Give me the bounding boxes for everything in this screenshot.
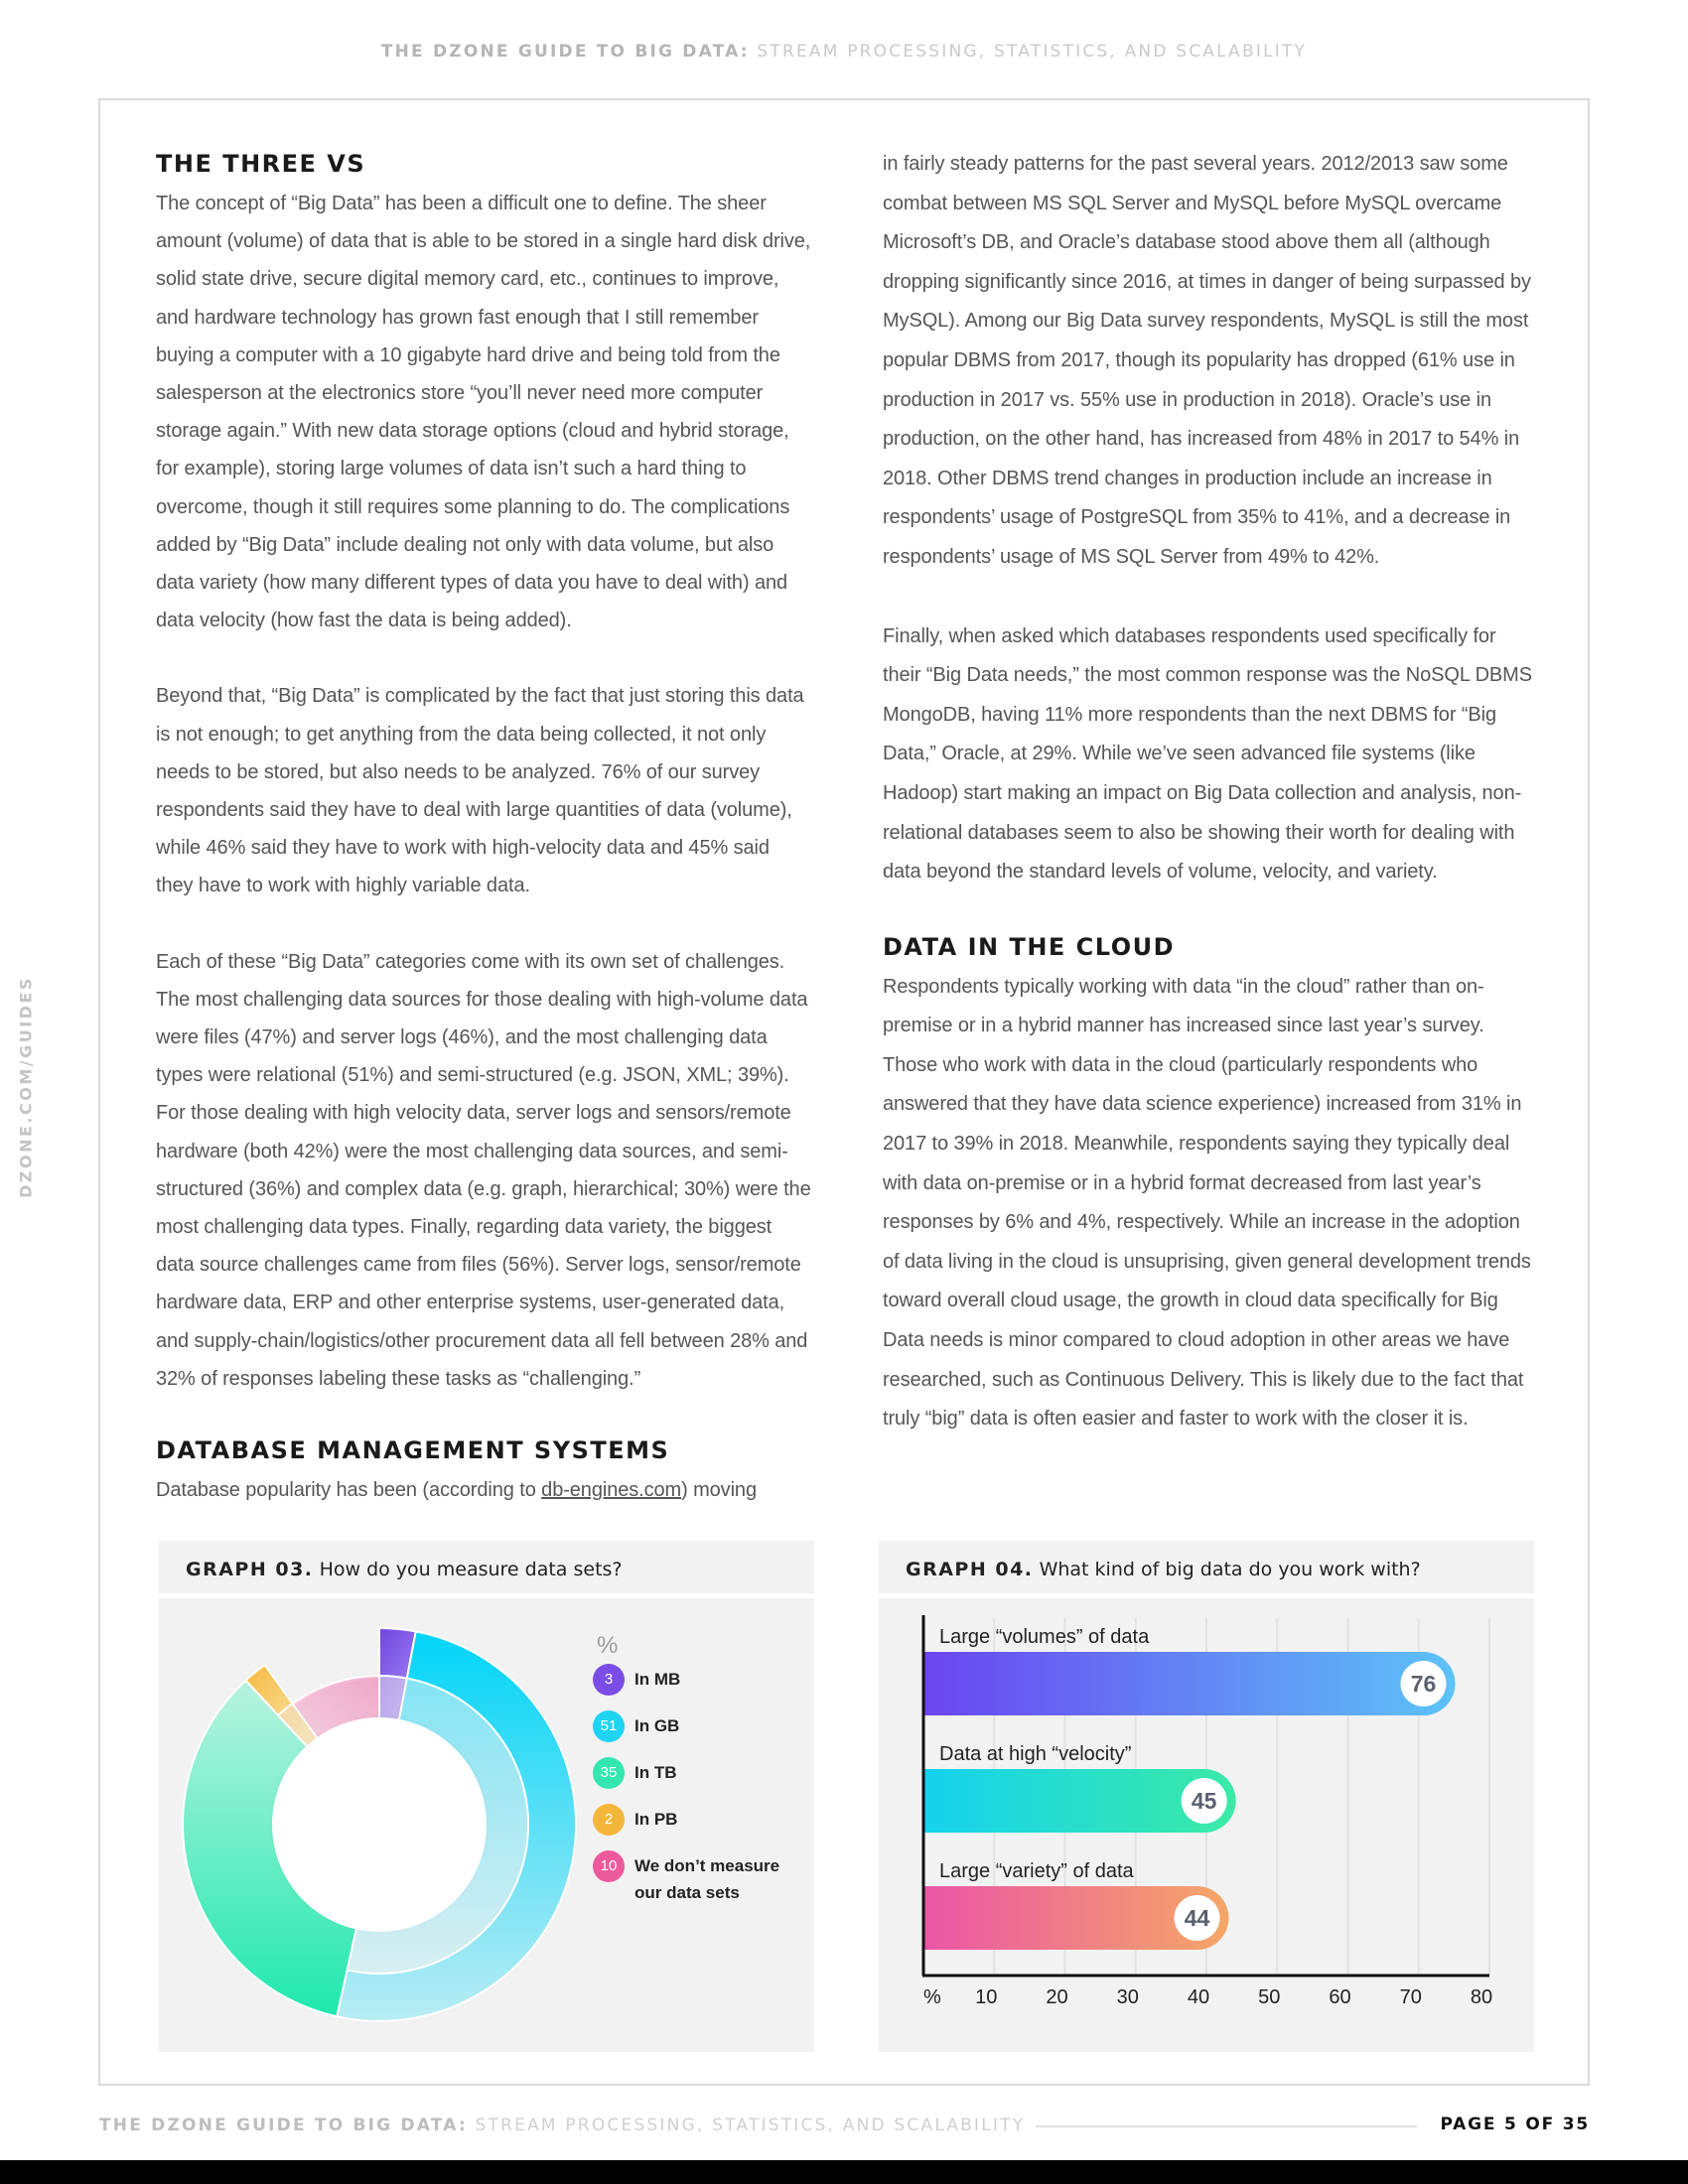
- footer-guide-subtitle: STREAM PROCESSING, STATISTICS, AND SCALABILITY: [475, 2116, 1026, 2135]
- legend-unit: %: [597, 1632, 619, 1659]
- graph-03-question: How do you measure data sets?: [319, 1559, 623, 1580]
- legend-badge-mb: 3: [593, 1664, 625, 1696]
- x-tick-label-30: 30: [1116, 1986, 1139, 2008]
- legend-label-mb: In MB: [634, 1670, 681, 1689]
- graph-04-number: GRAPH 04.: [906, 1559, 1034, 1580]
- x-tick-label-50: 50: [1258, 1986, 1281, 2008]
- left-column: [156, 149, 811, 1509]
- graph-04-bar-chart: [879, 1603, 1534, 2050]
- heading-three-vs: THE THREE VS: [156, 150, 366, 178]
- bar-category-label-1: Data at high “velocity”: [939, 1743, 1132, 1765]
- right-column: [883, 145, 1538, 1439]
- graph-03-title: [159, 1541, 814, 1598]
- legend-label-pb: In PB: [634, 1810, 678, 1829]
- db-engines-link[interactable]: db-engines.com: [541, 1479, 682, 1502]
- legend-badge-gb: 51: [593, 1710, 625, 1742]
- heading-dbms: DATABASE MANAGEMENT SYSTEMS: [156, 1436, 670, 1465]
- footer-divider: [1036, 2125, 1417, 2127]
- bar-value-label-1: 45: [1191, 1788, 1217, 1814]
- graph-03-number: GRAPH 03.: [186, 1559, 314, 1580]
- graph-04-question: What kind of big data do you work with?: [1039, 1559, 1421, 1580]
- legend-badge-pb: 2: [593, 1804, 625, 1836]
- header-guide-name: THE DZONE GUIDE TO BIG DATA:: [380, 42, 750, 62]
- x-tick-label-20: 20: [1046, 1986, 1068, 2008]
- dbms-intro-end: ) moving: [681, 1479, 757, 1502]
- graph-03-donut-chart: [159, 1606, 596, 2043]
- paragraph-three-vs-1: The concept of “Big Data” has been a difficult one to define. The sheer amount (volume) of data that is able to be stored in a single hard disk drive, solid state drive, secure digital memory card, etc., continues to improve, and hardware technology has grown fast enough that I still remember buying a computer with a 10 gigabyte hard drive and being told from the salesperson at the electronics store “you’ll never need more computer storage again.” With new data storage options (cloud and hybrid storage, for example), storing large volumes of data isn’t such a hard thing to overcome, though it still requires some planning to do. The complications added by “Big Data” include dealing not only with data volume, but also data variety (how many different types of data you have to deal with) and data velocity (how fast the data is being added).: [156, 193, 811, 632]
- paragraph-dbms-intro: [156, 1471, 811, 1509]
- bar-category-label-0: Large “volumes” of data: [939, 1626, 1150, 1648]
- paragraph-data-in-cloud: Respondents typically working with data “in the cloud” rather than on-premise or in a hybrid manner has increased since last year’s survey. Those who work with data in the cloud (particularly respondents who answered that they have data science experience) increased from 31% in 2017 to 39% in 2018. Meanwhile, respondents saying they typically deal with data on-premise or in a hybrid format decreased from last year’s responses by 6% and 4%, respectively. While an increase in the adoption of data living in the cloud is unsuprising, given general development trends toward overall cloud usage, the growth in cloud data specifically for Big Data needs is minor compared to cloud adoption in other areas we have researched, such as Continuous Delivery. This is likely due to the fact that truly “big” data is often easier and faster to work with the closer it is.: [883, 975, 1531, 1431]
- dbms-intro-start: Database popularity has been (according to: [156, 1479, 542, 1502]
- legend-item-mb: [593, 1664, 801, 1696]
- page-number: PAGE 5 OF 35: [1440, 2115, 1590, 2134]
- legend-item-gb: [593, 1710, 801, 1742]
- legend-item-none: [593, 1850, 801, 1906]
- x-tick-label-10: 10: [975, 1986, 998, 2008]
- heading-data-in-cloud: DATA IN THE CLOUD: [883, 932, 1176, 961]
- graph-04-panel: [879, 1541, 1534, 2052]
- legend-badge-none: 10: [593, 1850, 625, 1882]
- x-axis-unit-label: %: [923, 1986, 941, 2008]
- bar-category-label-2: Large “variety” of data: [939, 1860, 1134, 1882]
- paragraph-three-vs-3: Each of these “Big Data” categories come with its own set of challenges. The most challenging data sources for those dealing with high-volume data were files (47%) and server logs (46%), and the most challenging data types were relational (51%) and semi-structured (e.g. JSON, XML; 39%). For those dealing with high velocity data, server logs and sensors/remote hardware (both 42%) were the most challenging data sources, and semi-structured (36%) and complex data (e.g. graph, hierarchical; 30%) were the most challenging data types. Finally, regarding data variety, the biggest data source challenges came from files (56%). Server logs, sensor/remote hardware data, ERP and other enterprise systems, user-generated data, and supply-chain/logistics/other procurement data all fell between 28% and 32% of responses labeling these tasks as “challenging.”: [156, 950, 811, 1390]
- side-label-text: DZONE.COM/GUIDES: [16, 976, 36, 1198]
- legend-label-none: We don’t measure our data sets: [634, 1856, 780, 1902]
- x-tick-label-60: 60: [1329, 1986, 1351, 2008]
- graph-04-title: [879, 1541, 1534, 1598]
- running-footer: [99, 2116, 1025, 2135]
- paragraph-dbms-trends: in fairly steady patterns for the past several years. 2012/2013 saw some combat between MS SQL Server and MySQL before MySQL overcame Microsoft’s DB, and Oracle’s database stood above them all (although dropping significantly since 2016, at times in danger of being surpassed by MySQL). Among our Big Data survey respondents, MySQL is still the most popular DBMS from 2017, though its popularity has dropped (61% use in production in 2017 vs. 55% use in production in 2018). Oracle’s use in production, on the other hand, has increased from 48% in 2017 to 54% in 2018. Other DBMS trend changes in production include an increase in respondents’ usage of PostgreSQL from 35% to 41%, and a decrease in respondents’ usage of MS SQL Server from 49% to 42%.: [883, 153, 1531, 568]
- legend-item-pb: [593, 1804, 801, 1836]
- paragraph-three-vs-2: Beyond that, “Big Data” is complicated by the fact that just storing this data is not enough; to get anything from the data being collected, it not only needs to be stored, but also needs to be analyzed. 76% of our survey respondents said they have to deal with large quantities of data (volume), while 46% said they have to work with high-velocity data and 45% said they have to work with highly variable data.: [156, 685, 804, 897]
- graph-03-panel: [159, 1541, 814, 2052]
- running-header: [0, 42, 1688, 62]
- legend-label-tb: In TB: [634, 1763, 677, 1782]
- legend-item-tb: [593, 1757, 801, 1789]
- header-guide-subtitle: STREAM PROCESSING, STATISTICS, AND SCALABILITY: [757, 42, 1308, 62]
- bottom-black-bar: [0, 2160, 1688, 2184]
- bar-0: [923, 1652, 1456, 1715]
- bar-value-label-2: 44: [1184, 1905, 1210, 1931]
- paragraph-big-data-dbms: Finally, when asked which databases respondents used specifically for their “Big Data needs,” the most common response was the NoSQL DBMS MongoDB, having 11% more respondents than the next DBMS for “Big Data,” Oracle, at 29%. While we’ve seen advanced file systems (like Hadoop) start making an impact on Big Data collection and analysis, non-relational databases seem to also be showing their worth for dealing with data beyond the standard levels of volume, velocity, and variety.: [883, 624, 1532, 884]
- donut-hole: [272, 1717, 487, 1932]
- x-tick-label-70: 70: [1399, 1986, 1422, 2008]
- footer-guide-name: THE DZONE GUIDE TO BIG DATA:: [99, 2116, 468, 2135]
- legend-badge-tb: 35: [593, 1757, 625, 1789]
- graph-03-legend: [593, 1632, 801, 1921]
- x-tick-label-40: 40: [1187, 1986, 1210, 2008]
- legend-label-gb: In GB: [634, 1716, 680, 1735]
- bar-value-label-0: 76: [1410, 1671, 1437, 1697]
- x-tick-label-80: 80: [1470, 1986, 1493, 2008]
